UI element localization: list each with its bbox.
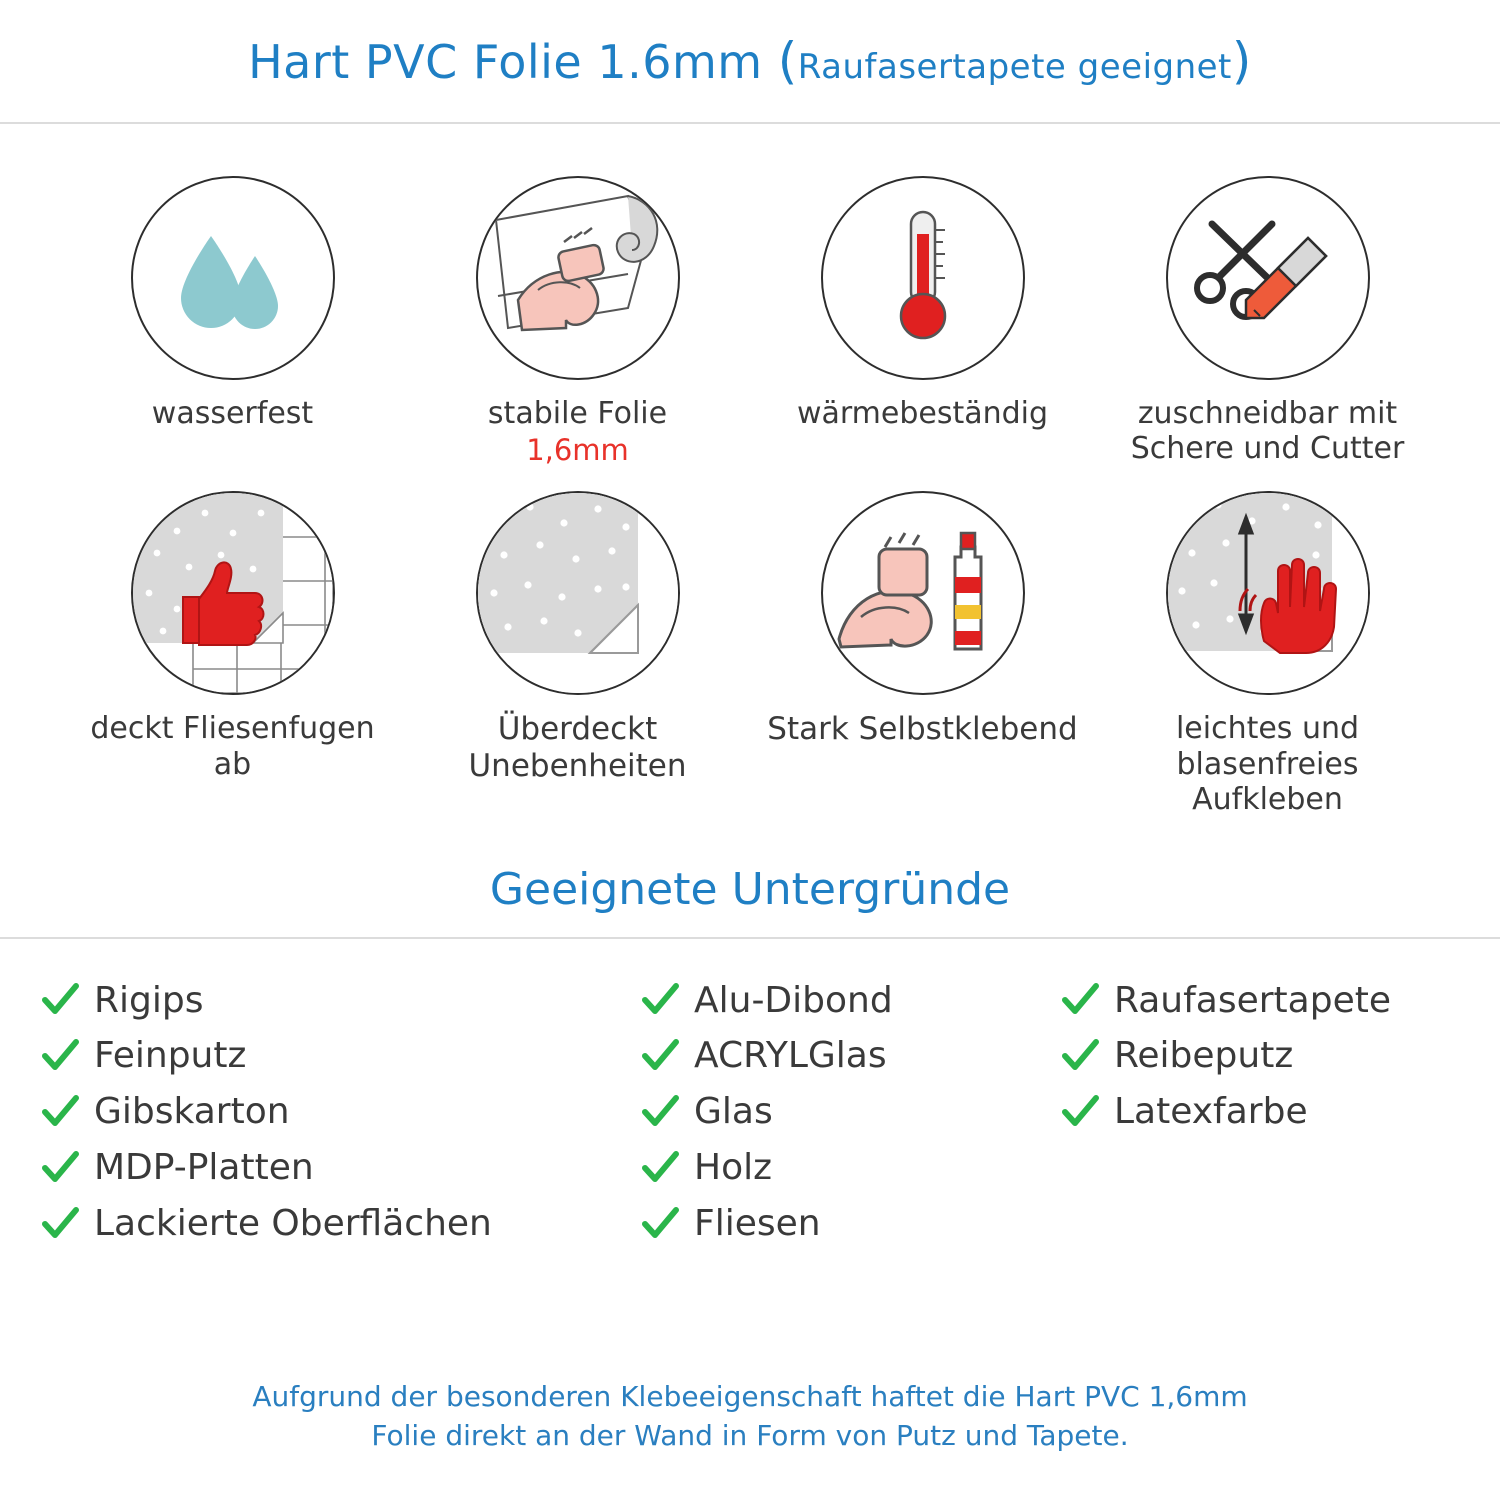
feature-item bbox=[750, 491, 1095, 817]
feature-icon-circle bbox=[821, 491, 1025, 695]
list-item-label: Gibskarton bbox=[94, 1091, 290, 1133]
feature-icon-circle bbox=[476, 491, 680, 695]
footer-line-2: Folie direkt an der Wand in Form von Putz und Tapete. bbox=[371, 1419, 1129, 1453]
page-title-main: Hart PVC Folie 1.6mm bbox=[248, 35, 763, 89]
list-item bbox=[640, 1196, 1060, 1252]
feature-item bbox=[405, 491, 750, 817]
list-item bbox=[640, 1084, 1060, 1140]
list-item-label: Reibeputz bbox=[1114, 1035, 1294, 1077]
feature-item bbox=[750, 176, 1095, 467]
list-item-label: Fliesen bbox=[694, 1202, 821, 1244]
feature-item bbox=[405, 176, 750, 467]
substrate-column-2 bbox=[640, 973, 1060, 1252]
check-icon bbox=[40, 1036, 80, 1076]
check-icon bbox=[640, 980, 680, 1020]
substrate-column-3 bbox=[1060, 973, 1500, 1252]
check-icon bbox=[40, 1204, 80, 1244]
paren-close: ) bbox=[1231, 32, 1252, 90]
list-item bbox=[40, 1084, 640, 1140]
list-item bbox=[40, 1028, 640, 1084]
feature-note: 1,6mm bbox=[526, 433, 629, 468]
footer-line-1: Aufgrund der besonderen Klebeeigenschaft haftet die Hart PVC 1,6mm bbox=[252, 1379, 1248, 1413]
check-icon bbox=[640, 1148, 680, 1188]
check-icon bbox=[1060, 1036, 1100, 1076]
list-item-label: Alu-Dibond bbox=[694, 979, 893, 1021]
thermometer-icon bbox=[823, 178, 1023, 378]
check-icon bbox=[640, 1036, 680, 1076]
section-header bbox=[0, 864, 1500, 939]
feature-grid bbox=[0, 124, 1500, 818]
list-item bbox=[640, 973, 1060, 1029]
substrate-column-1 bbox=[40, 973, 640, 1252]
list-item-label: Glas bbox=[694, 1091, 773, 1133]
list-item bbox=[640, 1028, 1060, 1084]
feature-item bbox=[1095, 176, 1440, 467]
list-item-label: Lackierte Oberflächen bbox=[94, 1202, 492, 1244]
feature-label: Überdeckt Unebenheiten bbox=[468, 711, 687, 784]
footer-note bbox=[0, 1377, 1500, 1457]
feature-label: zuschneidbar mit Schere und Cutter bbox=[1130, 396, 1405, 467]
check-icon bbox=[40, 980, 80, 1020]
muscle-arm-film-icon bbox=[478, 178, 678, 378]
list-item-label: Holz bbox=[694, 1146, 772, 1188]
section-title: Geeignete Untergründe bbox=[489, 863, 1011, 915]
list-item-label: MDP-Platten bbox=[94, 1146, 314, 1188]
feature-label: leichtes und blasenfreies Aufkleben bbox=[1175, 711, 1360, 818]
check-icon bbox=[40, 1092, 80, 1132]
page-title bbox=[248, 32, 1252, 90]
feature-label: wasserfest bbox=[151, 396, 314, 431]
check-icon bbox=[1060, 980, 1100, 1020]
list-item bbox=[40, 1140, 640, 1196]
hand-smoothing-icon bbox=[1168, 493, 1368, 693]
list-item-label: Latexfarbe bbox=[1114, 1091, 1308, 1133]
list-item-label: Feinputz bbox=[94, 1035, 247, 1077]
substrate-lists bbox=[0, 973, 1500, 1252]
check-icon bbox=[640, 1092, 680, 1132]
paren-open: ( bbox=[777, 32, 798, 90]
feature-item bbox=[1095, 491, 1440, 817]
scissors-cutter-icon bbox=[1168, 178, 1368, 378]
feature-icon-circle bbox=[1166, 176, 1370, 380]
feature-label: wärmebeständig bbox=[796, 396, 1049, 431]
header bbox=[0, 0, 1500, 124]
list-item bbox=[40, 1196, 640, 1252]
check-icon bbox=[640, 1204, 680, 1244]
check-icon bbox=[40, 1148, 80, 1188]
thumbs-up-tile-joints-icon bbox=[133, 493, 333, 693]
feature-icon-circle bbox=[131, 491, 335, 695]
feature-icon-circle bbox=[1166, 491, 1370, 695]
list-item-label: Raufasertapete bbox=[1114, 979, 1391, 1021]
list-item bbox=[40, 973, 640, 1029]
check-icon bbox=[1060, 1092, 1100, 1132]
feature-label: Stark Selbstklebend bbox=[767, 711, 1078, 748]
list-item-label: Rigips bbox=[94, 979, 204, 1021]
list-item bbox=[1060, 973, 1500, 1029]
feature-item bbox=[60, 176, 405, 467]
page-title-sub: Raufasertapete geeignet bbox=[797, 47, 1232, 87]
list-item bbox=[640, 1140, 1060, 1196]
list-item-label: ACRYLGlas bbox=[694, 1035, 887, 1077]
muscle-arm-glue-icon bbox=[823, 493, 1023, 693]
feature-icon-circle bbox=[821, 176, 1025, 380]
feature-label: stabile Folie bbox=[487, 396, 668, 431]
feature-icon-circle bbox=[131, 176, 335, 380]
film-peel-icon bbox=[478, 493, 678, 693]
list-item bbox=[1060, 1084, 1500, 1140]
feature-item bbox=[60, 491, 405, 817]
list-item bbox=[1060, 1028, 1500, 1084]
water-drops-icon bbox=[133, 178, 333, 378]
feature-label: deckt Fliesenfugen ab bbox=[90, 711, 375, 782]
feature-icon-circle bbox=[476, 176, 680, 380]
